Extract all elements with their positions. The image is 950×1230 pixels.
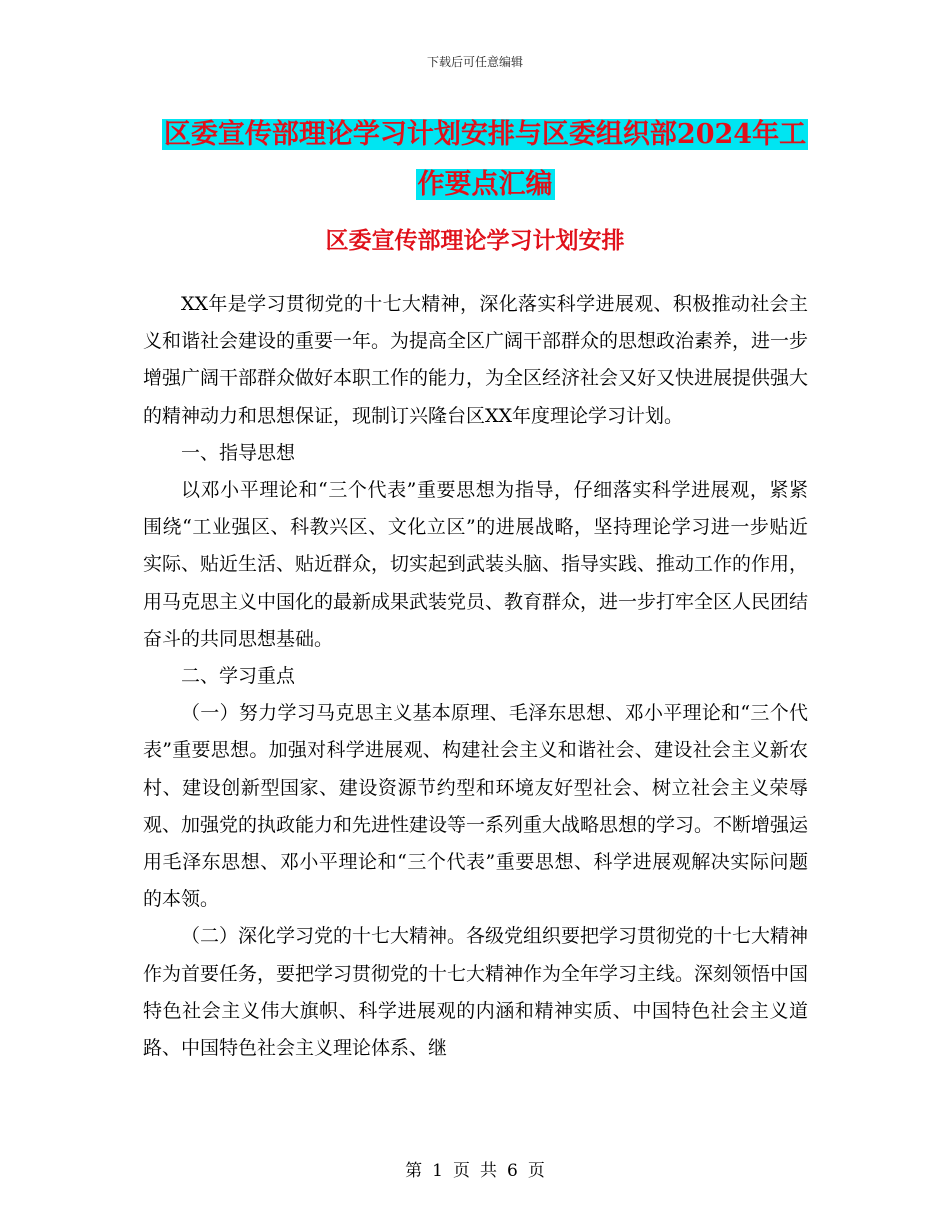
footer-prefix: 第 [405, 1161, 423, 1181]
body-text [143, 286, 808, 1067]
title-line-2: 作要点汇编 [417, 169, 553, 200]
document-title [140, 110, 830, 210]
footer-suffix: 页 [527, 1161, 545, 1181]
page-footer [0, 1156, 950, 1181]
footer-middle: 页 [453, 1161, 470, 1181]
header-note: 下载后可任意编辑 [426, 55, 523, 69]
heading-study-focus: 二、学习重点 [181, 665, 296, 688]
section-title: 区委宣传部理论学习计划安排 [325, 227, 625, 254]
page-number: 1 [432, 1161, 443, 1181]
title-line-1: 区委宣传部理论学习计划安排与区委组织部2024年工 [163, 119, 807, 150]
paragraph: XX年是学习贯彻党的十七大精神，深化落实科学进展观、积极推动社会主义和谐社会建设的重要一年。为提高全区广阔干部群众的思想政治素养，进一步增强广阔干部群众做好本职工作的能力，为全区经济社会又好又快进展提供强大的精神动力和思想保证，现制订兴隆台区XX年度理论学习计划。 [143, 293, 809, 427]
heading-guiding-ideology: 一、指导思想 [181, 441, 296, 464]
paragraph: （二）深化学习党的十七大精神。各级党组织要把学习贯彻党的十七大精神作为首要任务，要把学习贯彻党的十七大精神作为全年学习主线。深刻领悟中国特色社会主义伟大旗帜、科学进展观的内涵和精神实质、中国特色社会主义道路、中国特色社会主义理论体系、继 [143, 925, 809, 1060]
paragraph: 以邓小平理论和“三个代表”重要思想为指导，仔细落实科学进展观，紧紧围绕“工业强区、科教兴区、文化立区”的进展战略，坚持理论学习进一步贴近实际、贴近生活、贴近群众，切实起到武装头脑、指导实践、推动工作的作用，用马克思主义中国化的最新成果武装党员、教育群众，进一步打牢全区人民团结奋斗的共同思想基础。 [143, 479, 809, 650]
paragraph: （一）努力学习马克思主义基本原理、毛泽东思想、邓小平理论和“三个代表”重要思想。加强对科学进展观、构建社会主义和谐社会、建设社会主义新农村、建设创新型国家、建设资源节约型和环境友好型社会、树立社会主义荣辱观、加强党的执政能力和先进性建设等一系列重大战略思想的学习。不断增强运用毛泽东思想、邓小平理论和“三个代表”重要思想、科学进展观解决实际问题的本领。 [143, 702, 809, 911]
page-total: 6 [507, 1161, 518, 1181]
footer-of: 共 [480, 1161, 497, 1181]
